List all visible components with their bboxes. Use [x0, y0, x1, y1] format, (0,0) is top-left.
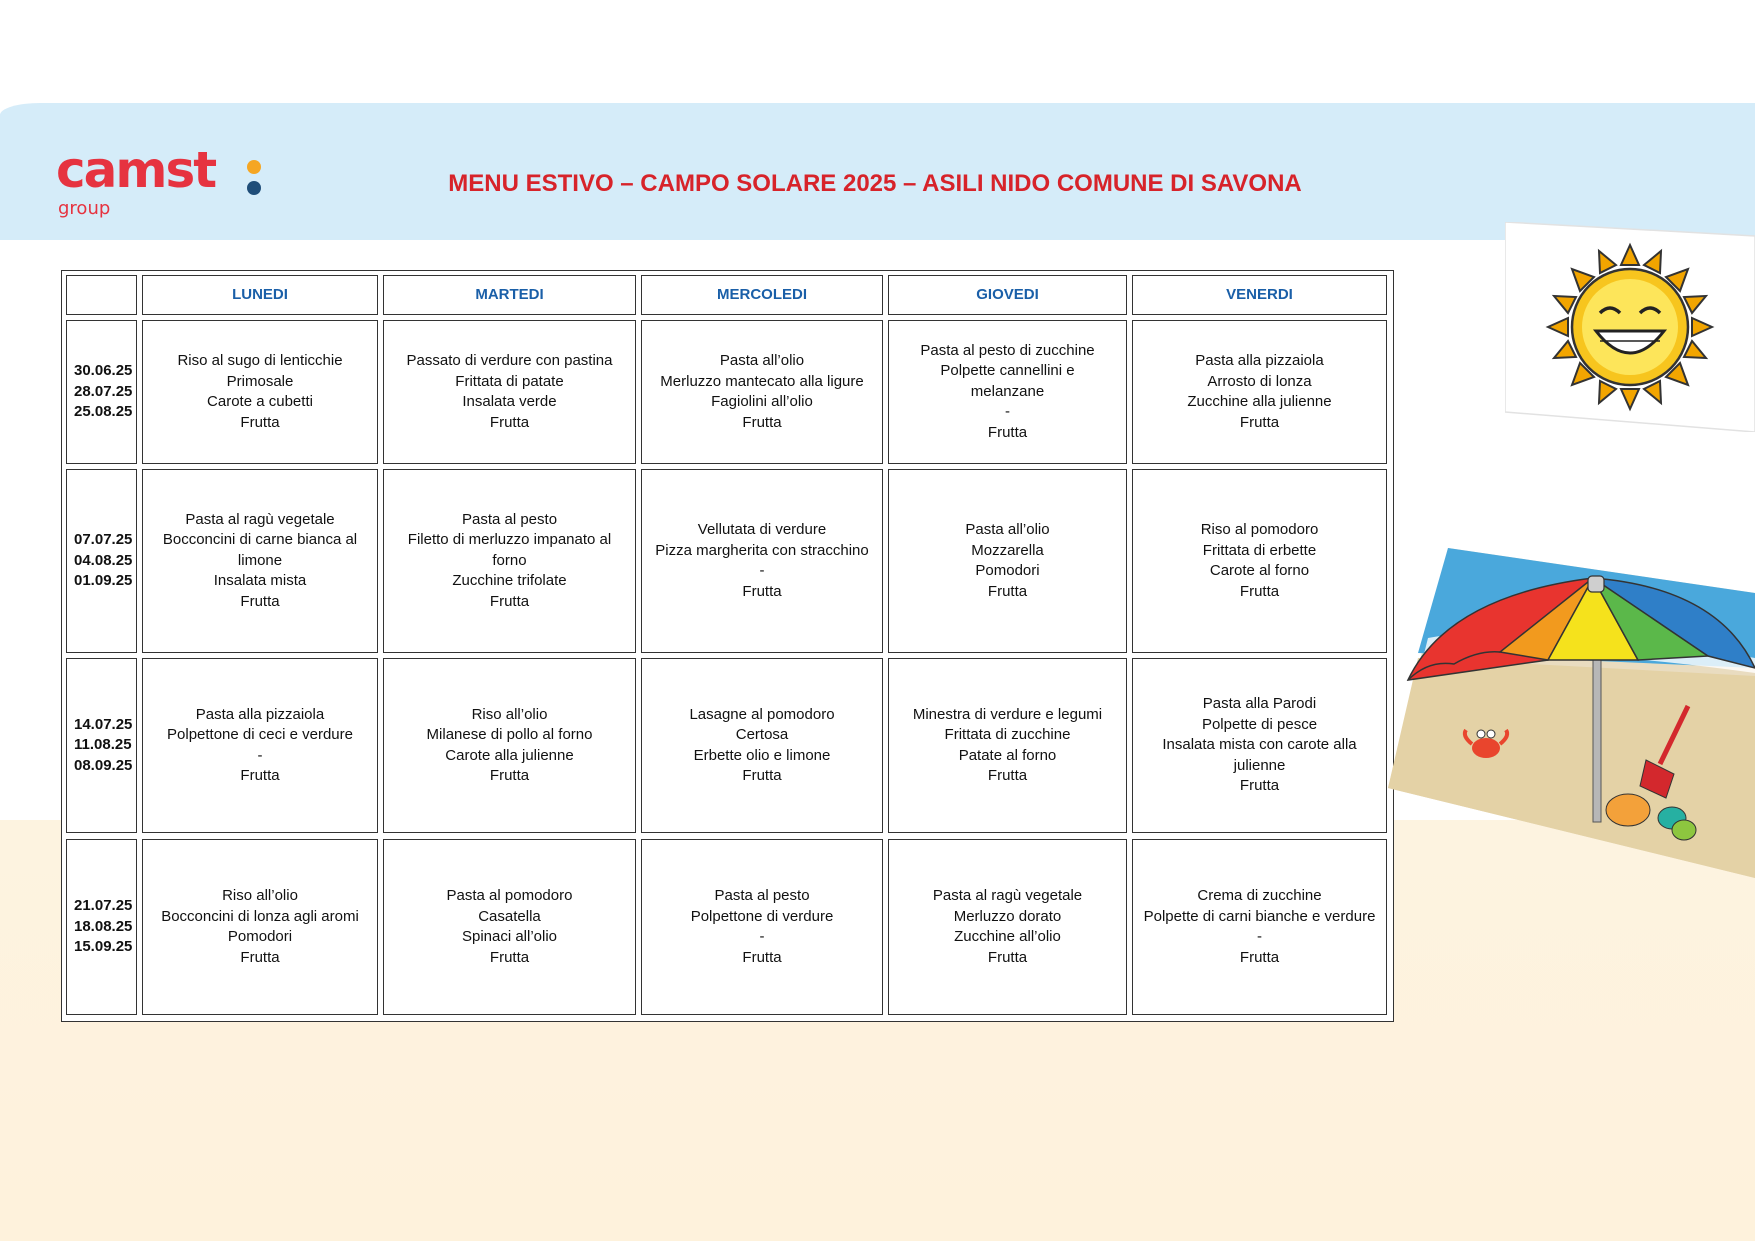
menu-item: melanzane — [970, 382, 1045, 400]
menu-item: Frutta — [1239, 582, 1280, 600]
week-dates-cell — [66, 469, 137, 653]
menu-item: Frittata di erbette — [1202, 541, 1317, 559]
menu-item: Patate al forno — [958, 746, 1057, 764]
menu-item: Crema di zucchine — [1197, 887, 1322, 904]
menu-item: Pasta al ragù vegetale — [932, 887, 1083, 904]
day-header-mercoledi — [641, 275, 883, 315]
week-date: 15.09.25 — [74, 938, 133, 956]
menu-item: Fagiolini all’olio — [711, 393, 813, 410]
menu-item: Frutta — [240, 767, 280, 784]
day-header-lunedi — [142, 275, 378, 315]
menu-item: Pasta alla pizzaiola — [195, 705, 325, 723]
menu-item: Polpette di carni bianche e verdure — [1143, 907, 1376, 925]
menu-cell — [383, 320, 636, 464]
menu-cell — [383, 839, 636, 1015]
menu-table — [61, 270, 1394, 1022]
menu-item: Insalata mista con carote alla — [1162, 736, 1357, 754]
menu-item: Frutta — [742, 948, 782, 966]
menu-item: Polpettone di verdure — [690, 907, 834, 925]
menu-item: Pasta al ragù vegetale — [185, 510, 335, 528]
sun-icon — [1505, 222, 1755, 432]
day-header-label: VENERDI — [1226, 285, 1293, 303]
day-header-label: GIOVEDI — [976, 285, 1039, 303]
menu-cell — [888, 839, 1127, 1015]
menu-item: limone — [237, 551, 283, 569]
menu-item: Riso al sugo di lenticchie — [177, 352, 343, 369]
menu-item: Frittata di patate — [455, 372, 564, 390]
menu-item: Riso all’olio — [222, 887, 298, 904]
menu-item: Pasta all’olio — [965, 521, 1050, 538]
menu-item: Frutta — [489, 413, 530, 431]
menu-cell — [641, 469, 883, 653]
menu-item: Pizza margherita con stracchino — [655, 541, 869, 559]
menu-item: Pasta alla pizzaiola — [1195, 352, 1324, 369]
menu-cell — [142, 469, 378, 653]
week-dates-cell — [66, 320, 137, 464]
menu-item: Frutta — [987, 582, 1028, 600]
menu-item: Carote a cubetti — [207, 393, 313, 410]
menu-item: - — [1257, 928, 1262, 945]
menu-cell — [641, 320, 883, 464]
menu-item: Frutta — [240, 592, 280, 610]
day-header-venerdi — [1132, 275, 1387, 315]
menu-item: Pasta alla Parodi — [1202, 695, 1317, 713]
menu-item: Frutta — [987, 423, 1028, 441]
menu-item: Erbette olio e limone — [693, 746, 831, 764]
camst-logo — [56, 141, 266, 223]
day-header-martedi — [383, 275, 636, 315]
day-header-label: MERCOLEDI — [717, 285, 807, 303]
menu-item: Frutta — [742, 767, 782, 784]
logo-subtitle: group — [58, 198, 111, 219]
menu-item: Casatella — [478, 907, 541, 925]
menu-item: Primosale — [226, 372, 294, 390]
week-date: 11.08.25 — [74, 736, 132, 754]
menu-item: - — [1005, 403, 1010, 421]
week-date: 04.08.25 — [74, 551, 133, 569]
menu-item: Lasagne al pomodoro — [689, 705, 835, 723]
menu-item: Riso all’olio — [471, 705, 548, 723]
menu-item: Frutta — [1239, 948, 1280, 966]
menu-cell — [1132, 320, 1387, 464]
menu-item: Polpette di pesce — [1201, 715, 1318, 733]
menu-item: Pomodori — [227, 928, 293, 945]
menu-item: Polpette cannellini e — [940, 362, 1075, 380]
menu-item: Pasta al pesto — [714, 887, 810, 904]
menu-item: Pasta al pesto di zucchine — [920, 341, 1095, 359]
week-date: 21.07.25 — [74, 897, 133, 915]
menu-cell — [888, 469, 1127, 653]
menu-cell — [142, 839, 378, 1015]
menu-item: - — [759, 928, 765, 945]
menu-item: Arrosto di lonza — [1207, 372, 1312, 390]
week-date: 25.08.25 — [74, 403, 133, 421]
menu-item: Bocconcini di lonza agli aromi — [161, 907, 359, 925]
menu-cell — [641, 658, 883, 833]
menu-item: Frutta — [489, 948, 530, 966]
menu-item: Minestra di verdure e legumi — [912, 705, 1103, 723]
week-date: 30.06.25 — [74, 362, 133, 380]
menu-item: Insalata verde — [462, 393, 557, 410]
menu-item: Zucchine all’olio — [954, 928, 1061, 945]
week-date: 14.07.25 — [74, 715, 133, 733]
week-date: 08.09.25 — [74, 756, 133, 774]
menu-cell — [142, 658, 378, 833]
menu-cell — [383, 658, 636, 833]
corner-cell — [66, 275, 137, 315]
menu-item: Zucchine alla julienne — [1187, 393, 1332, 410]
menu-item: Frutta — [1239, 777, 1280, 795]
menu-item: Vellutata di verdure — [697, 521, 827, 538]
week-date: 01.09.25 — [74, 572, 133, 590]
menu-item: forno — [492, 551, 527, 569]
menu-cell — [1132, 839, 1387, 1015]
week-date: 28.07.25 — [74, 382, 133, 400]
menu-cell — [641, 839, 883, 1015]
menu-item: Carote al forno — [1209, 562, 1310, 579]
page-title: MENU ESTIVO – CAMPO SOLARE 2025 – ASILI NIDO COMUNE DI SAVONA — [448, 170, 1302, 197]
menu-item: Riso al pomodoro — [1200, 521, 1319, 538]
logo-colon-icon — [244, 158, 266, 198]
menu-cell — [888, 658, 1127, 833]
menu-item: Passato di verdure con pastina — [406, 352, 613, 369]
menu-cell — [383, 469, 636, 653]
day-header-label: MARTEDI — [475, 285, 544, 303]
menu-item: Frutta — [987, 767, 1028, 784]
week-dates-cell — [66, 658, 137, 833]
menu-item: Frittata di zucchine — [944, 726, 1071, 743]
menu-item: Frutta — [1239, 413, 1280, 431]
beach-umbrella-icon — [1388, 548, 1755, 878]
menu-item: Frutta — [742, 582, 782, 600]
day-header-giovedi — [888, 275, 1127, 315]
menu-item: Zucchine trifolate — [452, 572, 567, 590]
menu-item: Frutta — [742, 413, 782, 431]
day-header-label: LUNEDI — [232, 285, 288, 303]
menu-item: Pomodori — [975, 562, 1040, 579]
menu-item: Merluzzo mantecato alla ligure — [660, 372, 864, 390]
week-date: 07.07.25 — [74, 531, 133, 549]
menu-cell — [888, 320, 1127, 464]
menu-cell — [1132, 658, 1387, 833]
menu-item: Pasta al pesto — [461, 510, 558, 528]
week-date: 18.08.25 — [74, 917, 133, 935]
menu-item: Milanese di pollo al forno — [426, 726, 593, 743]
menu-item: Merluzzo dorato — [953, 907, 1062, 925]
menu-item: Carote alla julienne — [445, 746, 574, 764]
menu-item: Frutta — [987, 948, 1028, 966]
menu-item: Pasta all’olio — [719, 352, 805, 369]
menu-item: - — [257, 746, 263, 764]
menu-item: Certosa — [735, 726, 789, 743]
menu-item: julienne — [1233, 756, 1286, 774]
menu-item: Mozzarella — [971, 541, 1044, 559]
menu-item: Polpettone di ceci e verdure — [167, 726, 353, 743]
menu-item: Filetto di merluzzo impanato al — [407, 531, 612, 549]
menu-item: Frutta — [489, 592, 530, 610]
menu-item: Frutta — [489, 767, 530, 784]
menu-item: Bocconcini di carne bianca al — [162, 531, 358, 549]
week-dates-cell — [66, 839, 137, 1015]
menu-item: - — [759, 562, 765, 579]
menu-item: Pasta al pomodoro — [446, 887, 573, 904]
menu-cell — [142, 320, 378, 464]
menu-cell — [1132, 469, 1387, 653]
menu-item: Spinaci all’olio — [461, 928, 558, 945]
menu-item: Frutta — [240, 413, 280, 431]
logo-wordmark: camst — [56, 141, 216, 199]
menu-item: Insalata mista — [213, 572, 307, 590]
menu-item: Frutta — [240, 948, 280, 966]
